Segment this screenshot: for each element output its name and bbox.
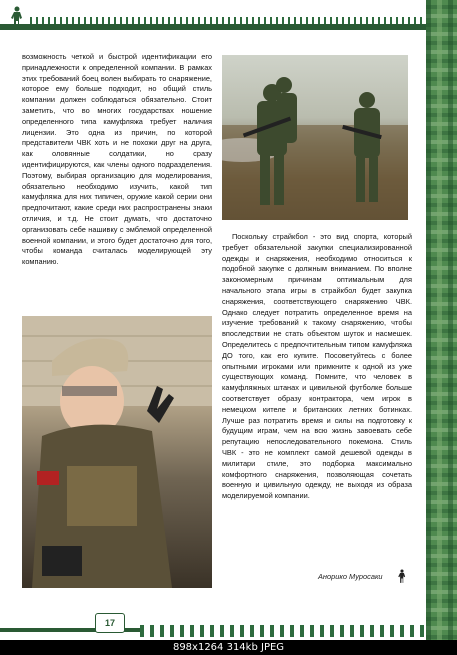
header-bar — [0, 24, 426, 30]
player-portrait-photo — [22, 316, 212, 588]
right-column-paragraph: Поскольку страйкбол - это вид спорта, который требует обязательной закупки специализированной одежды и снаряжения, необходимо относиться к подобной закупке с должным вниманием. По вполне закономерным причинам оптимальным для начального этапа игры в страйкбол будет закупка снаряжения, соответствующего снаряжению ЧВК. Однако следует потратить определенное время на изучение требований к такому снаряжению, чтобы впоследствии не стать объектом шуток и насмешек. Определитесь с предпочтительным типом камуфляжа ДО того, как его купите. Посоветуйтесь с более опытными игроками или примкните к одной из уже существующих команд. Помните, что человек в камуфляжных штанах и цивильной футболке больше соответствует образу контрактора, чем игрок в немецком кителе и британских летних ботинках. Лучше раз потратить время и силы на подготовку к будущим играм, чем на всю жизнь завоевать себе репутацию непоследовательного покемона. Стиль ЧВК - это не комплект самой дешевой одежды в милитари стиле, это подборка максимально комфортного снаряжения, позволяющая сочетать военную и цивильную одежду, не выходя из образа моделируемой компании. — [222, 232, 412, 501]
camo-border — [426, 0, 457, 640]
soldier-icon — [8, 6, 26, 28]
left-column-text: возможность четкой и быстрой идентификации его принадлежности к определенной компании. В рамках этих требований боец волен выбирать то снаряжение, которое ему больше подходит, но общий стиль компании должен соблюдаться обязательно. Стоит заметить, что во многих государствах ношение определенного типа камуфляжа требует наличия лицензии. Это одна из причин, по которой представители ЧВК хоть и не похожи друг на друга, как оловянные солдатики, но сразу идентифицируются, как члены одного подразделения. Поэтому, выбирая организацию для моделирования, обязательно необходимо изучить, какой тип камуфляжа для них типичен, оружие какой серии они предпочитают, какие среди них распространены знаки отличия, и т.д. Не стоит думать, что достаточно организовать себе нашивку с эмблемой определенной военной компании, и этого будет достаточно для того, чтобы команда считалась моделирующей эту компанию. — [22, 52, 212, 267]
image-viewer-status-bar: 898x1264 314kb JPEG — [0, 640, 457, 655]
soldier-icon — [397, 569, 407, 586]
author-name: Анорико Муросаки — [318, 572, 383, 581]
right-column-text — [222, 232, 412, 502]
airsoft-players-photo — [222, 55, 408, 220]
footer-stripe — [140, 625, 426, 637]
page-number: 17 — [95, 613, 125, 633]
